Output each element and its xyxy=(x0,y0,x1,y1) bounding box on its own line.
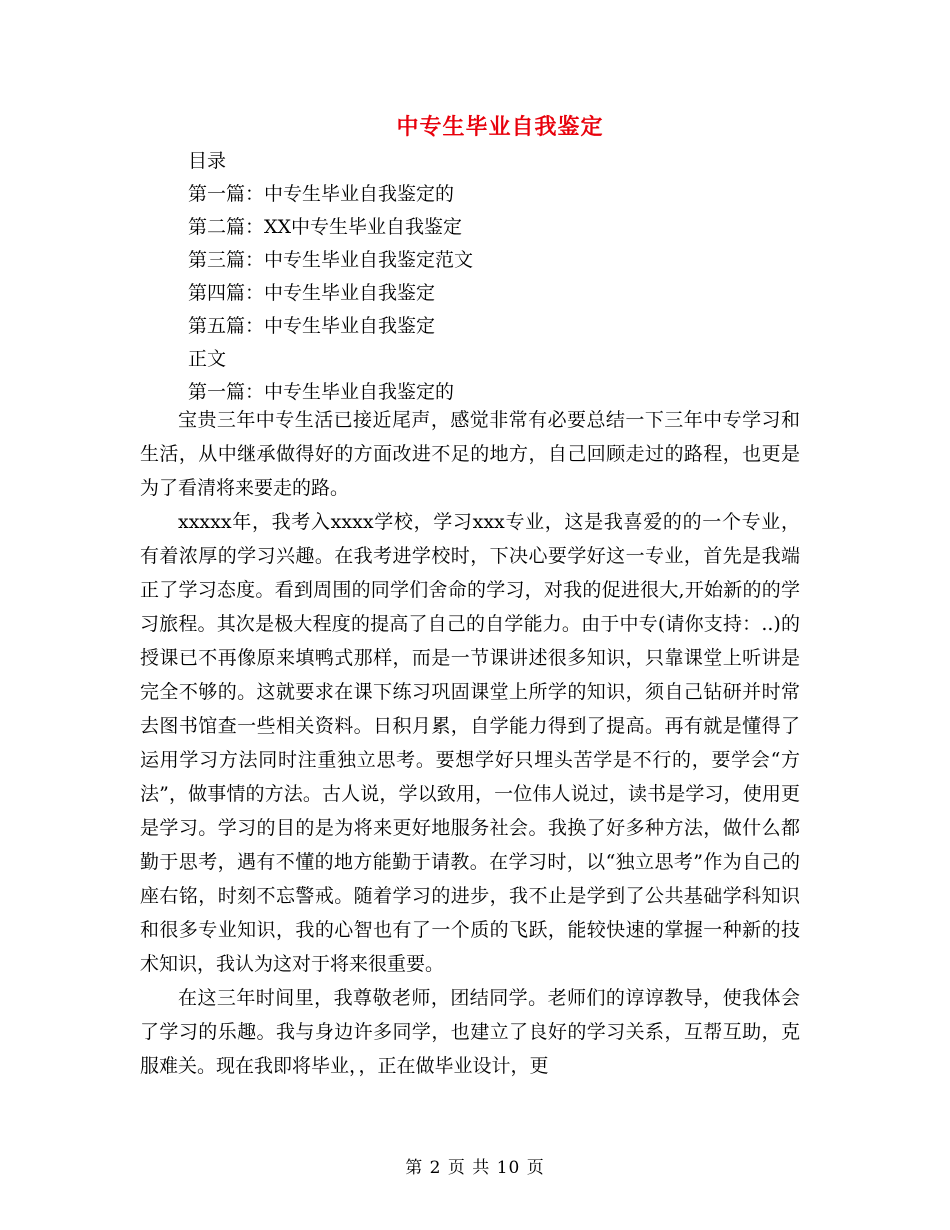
page-number-footer: 第 2 页 共 10 页 xyxy=(405,1158,545,1178)
toc-item-4: 第四篇：中专生毕业自我鉴定 xyxy=(188,282,436,304)
body-heading: 正文 xyxy=(188,348,227,370)
toc-item-3: 第三篇：中专生毕业自我鉴定范文 xyxy=(188,249,474,271)
toc-heading: 目录 xyxy=(188,150,227,172)
document-title: 中专生毕业自我鉴定 xyxy=(396,114,604,140)
paragraph-1: 宝贵三年中专生活已接近尾声，感觉非常有必要总结一下三年中专学习和生活，从中继承做得好的方面改进不足的地方，自己回顾走过的路程，也更是为了看清将来要走的路。 xyxy=(140,409,800,499)
toc-item-1: 第一篇：中专生毕业自我鉴定的 xyxy=(188,183,455,205)
body-text xyxy=(140,403,800,1083)
table-of-contents xyxy=(188,145,473,409)
toc-item-5: 第五篇：中专生毕业自我鉴定 xyxy=(188,315,436,337)
paragraph-2: xxxxx年，我考入xxxx学校，学习xxx专业，这是我喜爱的的一个专业，有着浓厚的学习兴趣。在我考进学校时，下决心要学好这一专业，首先是我端正了学习态度。看到周围的同学们舍命的学习，对我的促进很大,开始新的的学习旅程。其次是极大程度的提高了自己的自学能力。由于中专(请你支持：..)的授课已不再像原来填鸭式那样，而是一节课讲述很多知识，只靠课堂上听讲是完全不够的。这就要求在课下练习巩固课堂上所学的知识，须自己钻研并时常去图书馆查一些相关资料。日积月累，自学能力得到了提高。再有就是懂得了运用学习方法同时注重独立思考。要想学好只埋头苦学是不行的，要学会“方法”，做事情的方法。古人说，学以致用，一位伟人说过，读书是学习，使用更是学习。学习的目的是为将来更好地服务社会。我换了好多种方法，做什么都勤于思考，遇有不懂的地方能勤于请教。在学习时，以“独立思考”作为自己的座右铭，时刻不忘警戒。随着学习的进步，我不止是学到了公共基础学科知识和很多专业知识，我的心智也有了一个质的飞跃，能较快速的掌握一种新的技术知识，我认为这对于将来很重要。 xyxy=(140,511,800,975)
toc-item-2: 第二篇：XX中专生毕业自我鉴定 xyxy=(188,216,463,238)
section-heading: 第一篇：中专生毕业自我鉴定的 xyxy=(188,381,455,403)
paragraph-3: 在这三年时间里，我尊敬老师，团结同学。老师们的谆谆教导，使我体会了学习的乐趣。我与身边许多同学，也建立了良好的学习关系，互帮互助，克服难关。现在我即将毕业，，正在做毕业设计，更 xyxy=(140,987,800,1077)
